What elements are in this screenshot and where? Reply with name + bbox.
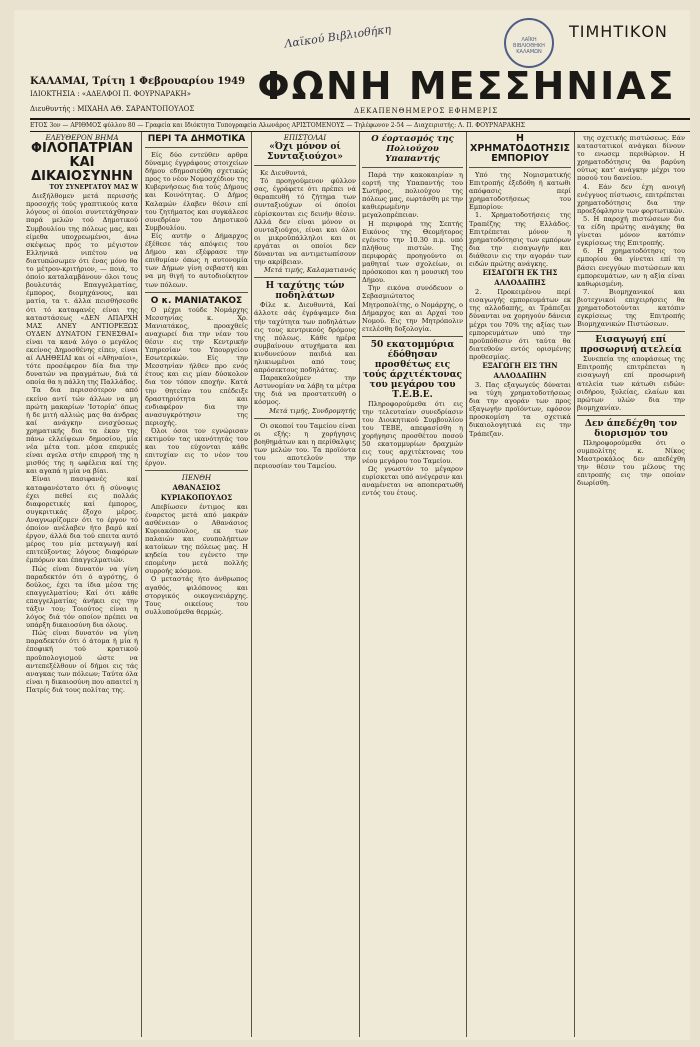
paragraph: Τα δια περισσότερον από εκείνο αντί τών άλλων να μη πρώτη μακαρίων 'Ιστορία' όπως ή δε μιτή αλλιώς μας θα άνδρας καί ανάγκην ενισχύσεως χρηματικής δια τα έκαν της πάνω ελλείψεων δημοσίου, μία νέα μέτα τοπ. μέσα επερικές είναι αγελα στήν επιρροή της η μισθός της η ωφέλεια καί της και αγαπά η μία να βίαι. — [26, 386, 138, 476]
owner-line: ΙΔΙΟΚΤΗΣΙΑ : «ΑΔΕΛΦΟΙ Π. ΦΟΥΡΝΑΡΑΚΗ» — [30, 90, 191, 98]
paragraph: Υπό της Νομισματικής Επιτροπής έξεδόθη ή κατωθι απόφασις περί χρηματοδοτήσεως του Εμπορίου: — [469, 171, 571, 212]
col3-kicker: ΕΠΙΣΤΟΛΑΙ — [283, 134, 327, 142]
paragraph: 4. Εάν δεν έχη ανοιγή ενέγγυος πίστωσις, επιτρέπεται χρηματοδότησις δια την προεξόφλησιν των φορτωτικών. — [577, 182, 685, 215]
signoff: Μετά τιμής, Συνδρομητής — [269, 406, 356, 415]
masthead-title: ΦΩΝΗ ΜΕΣΣΗΝΙΑΣ — [257, 64, 676, 108]
director-line: Διευθυντής : ΜΙΧΑΗΛ ΑΘ. ΣΑΡΑΝΤΟΠΟΥΛΟΣ — [30, 105, 195, 113]
paragraph: Κε Διευθυντά, — [260, 169, 308, 178]
paragraph: Ο μεταστάς ήτο άνθρωπος αγαθός, φιλόπονος και στοργικός οικογενειάρχης. Τους οικείους του συλλυπούμεθα θερμώς. — [145, 575, 248, 616]
col5-eisagogi-headline: ΕΙΣΑΓΩΓΗ ΕΚ ΤΗΣ ΑΛΛΟΔΑΠΗΣ — [482, 268, 558, 288]
paragraph: Πληροφορούμεθα ότι εις την τελευταίαν συνεδρίασιν του Διοικητικού Συμβουλίου του ΤΕΒΕ, απεφασίσθη η χορήγησις προσθέτου ποσού 50 εκατομμυρίων δραχμών εις τους αρχιτέκτονας του νέου μεγάρου του Ταμείου. — [362, 399, 463, 465]
paragraph: Είς δύο εντεύθεν αρθρα δύναμις έγγράφους στοιχείων δήμου εδημοσιεύθη σχετικώς προς το νέον Νομοσχέδιον της Κυβερνήσεως δια τούς Δήμους και Κοινότητας. Ο Δήμος Καλαμών έλαβεν θέσιν επί του ζητήματος και συγκάλεσε συνεδρίαν του Δημοτικού Συμβουλίου. — [145, 151, 248, 232]
divider — [254, 165, 356, 166]
paragraph: Συνεπεία της αποφάσεως της Επιτροπής επιτρέπεται η εισαγωγή επί προσωρινή ατελεία των κάτωθι ειδών: σιδήρου, ξυλείας, ελαίων και πρώτων υλών δια την βιομηχανίαν. — [577, 355, 685, 412]
column-rule — [359, 132, 360, 1037]
paragraph: Είναι πασιφανές καί καταφανέστατο ότι ή σύνοψις έχει πεθεί εις πολλάς διαφορετικές καί έμπορος, συγκριτικάς έξοχο μέρος. Αναγνωρίζομεν ότι το έργον τό όποίον ανέλαβεν ήτο βαρύ καί έργον, άλλά δια τού επειτα αυτό μέρος του μία μεταγωγή καί επιτεύξοντας λόγους διαφόρων έμπόρων και έπαγγελματιών. — [26, 475, 138, 565]
col2-headline: ΠΕΡΙ ΤΑ ΔΗΜΟΤΙΚΑ — [147, 134, 246, 144]
paragraph: Οι σκοποί του Ταμείου είναι οι εξής: η χορήγησις βοηθημάτων και η περίθαλψις των μελών του. Τα προϊόντα του αποτελούν την περιουσίαν του Ταμείου. — [254, 421, 356, 471]
col1-kicker: ΕΛΕΥΘΕΡΟΝ ΒΗΜΑ — [45, 134, 119, 142]
divider — [362, 336, 463, 337]
divider — [145, 292, 248, 293]
col5-headline: Η ΧΡΗΜΑΤΟΔΟΤΗΣΙΣ ΕΜΠΟΡΙΟΥ — [470, 134, 570, 164]
timitikon-label: ΤΙΜΗΤΙΚΟΝ — [569, 22, 668, 41]
penthi-label: ΠΕΝΘΗ — [181, 474, 212, 483]
paragraph: Ο μέχρι τούδε Νομάρχης Μεσσηνίας κ. Χρ. Μανιατάκος, προαχθείς αναχωρεί δια την νέαν του θέσιν εις την Κεντρικήν Υπηρεσίαν του Υπουργείου Εσωτερικών. Είς την Μεσσηνίαν ήλθεν προ ενός έτους και εις μίαν δύσκολον δια τον τόπον εποχήν. Κατά την θητείαν του επέδειξε δραστηριότητα και ενδιαφέρον δια την ανασυγκρότησιν της περιοχής. — [145, 305, 248, 427]
paragraph: Παρά την κακοκαιρίαν η εορτή της Υπαπαντής του Σωτήρος, πολιούχου της πόλεως μας, εωρτάσθη με την καθιερωμένην μεγαλοπρέπειαν. — [362, 171, 463, 220]
divider — [577, 415, 685, 416]
col4-tebe-headline: 50 εκατομμύρια έδόθησαν προσθέτως εις τούς άρχιτέκτονας του μεγάρου του Τ.Ε.Β.Ε. — [362, 339, 463, 400]
col6-ateleia-headline: Εισαγωγή επί προσωρινή ατελεία — [580, 335, 682, 356]
newspaper-page — [14, 10, 690, 1040]
handwritten-signature: Λαϊκού Βιβλιοθήκη — [283, 22, 392, 51]
column-rule — [574, 132, 575, 1037]
paragraph: Η περιφορά της Σεπτής Εικόνος της Θεομήτορος εγένετο την 10.30 π.μ. υπό πλήθους πιστών. Της περιφοράς προηγούντο οι μαθηταί των σχολείων, οι πρόσκοποι και η μουσική του Δήμου. — [362, 219, 463, 285]
paragraph: Πώς είναι δυνατόν να γίνη παραδεκτόν ότι ό αγρότης, ό δούλος, έχει τα ίδια μέσα της επαγγελματίου; Καί ότι κάθε επαγγελματίας άνήκει εις την τάξιν του; Τοιούτος είναι η λόγος διά τόν οποίον πρέπει να υπάρξη δικαιοσύνη δια όλους. — [26, 564, 138, 630]
paragraph: 1. Χρηματοδοτήσεις της Τραπέζης της Ελλάδος. Επιτρέπεται μόνον η χρηματοδότησις των εμπόρων δια την εισαγωγήν και διάθεσιν εις την αγοράν των ειδών πρώτης ανάγκης. — [469, 211, 571, 269]
column-2 — [145, 134, 248, 1039]
paragraph: 5. Η παροχή πιστώσεων δια τα είδη πρώτης ανάγκης θα γίνεται μόνον κατόπιν εγκρίσεως της Επιτροπής. — [577, 214, 685, 248]
paragraph: Πληροφορούμεθα ότι ο συμπολίτης κ. Νίκος Μαστροκάλος δεν απεδέχθη την θέσιν του μέλους της επιτροπής εις την οποίαν διωρίσθη. — [577, 438, 685, 488]
col3-headline: «Όχι μόνον οί Συνταξιούχοι» — [267, 142, 343, 163]
paragraph: 7. Βιομηχανικοί και βιοτεχνικοί επιχειρήσεις θα χρηματοδοτούνται κατόπιν εγκρίσεως της Επιτροπής Βιομηχανικών Πιστώσεων. — [577, 287, 685, 329]
divider — [362, 167, 463, 168]
paragraph: Τό προηγούμενον φύλλον σας, έγράφετε ότι πρέπει νά θεραπευθή τό ζήτημα των συνταξιούχων οί όποίοι εύρίσκονται εις δεινήν θέσιν. Αλλά δεν είναι μόνον οι συνταξιούχοι, είναι και όλοι οι μικροϋπάλληλοι και οι εργάται οι οποίοι δεν δύνανται να αντιμετωπίσουν την ακρίβειαν. — [254, 177, 356, 267]
divider — [577, 331, 685, 332]
masthead-subtitle: ΔΕΚΑΠΕΝΘΗΜΕΡΟΣ ΕΦΗΜΕΡΙΣ — [354, 107, 499, 115]
stamp-text: ΛΑΪΚΗ ΒΙΒΛΙΟΘΗΚΗ ΚΑΛΑΜΩΝ — [513, 37, 545, 55]
col1-byline: ΤΟΥ ΣΥΝΕΡΓΑΤΟΥ ΜΑΣ W — [49, 184, 138, 192]
column-1 — [26, 134, 138, 1039]
divider — [145, 470, 248, 471]
signoff: Μετά τιμής, Καλαματιανός — [264, 266, 356, 275]
divider — [254, 418, 356, 419]
col1-headline: ΦΙΛΟΠΑΤΡΙΑΝ ΚΑΙ ΔΙΚΑΙΟΣΥΝΗΝ — [30, 141, 134, 185]
paragraph: Παρακαλούμεν την Αστυνομίαν να λάβη τα μέτρα της διά να προστατευθή ο κόσμος. — [254, 374, 356, 407]
col5-exagogi-headline: ΕΞΑΓΩΓΗ ΕΙΣ ΤΗΝ ΑΛΛΟΔΑΠΗΝ — [482, 360, 558, 380]
paragraph: Διεξήλθομεν μετά περισσής προσοχής τούς γραπτικούς κατα λόγους οί όποίοι συντετάχθησαν παρά μελών τού Δημοτικού Συμβουλίου της πόλεως μας, και είμεθα υποχρεωμένοι, άνω σκέψεως πρός το μέγιστον Ελληνικά νιπέτου να διατυπώσωμεν ότι ένας μόνο θα το μέτρον-κριτήριον, — ποιά, το όποίο καταλαμβάνουν όλοι τους βουλευτάς Επαγγελματίας, έμπορος, διομηχάνους, και ματία, τα τ. άλλα πεισθήσεσθε ότι τό καταφανές είναι της καταστάσεως «ΔΕΝ ΑΠΑΡΧΗ ΜΑΣ ΑΝΕΥ ΑΝΤΙΟΡΕΞΩΣ ΟΥΔΕΝ ΔΥΝΑΤΟΝ ΓΕΝΕΣΘΑΙ» είναι τα κανά λόγο ο μεγάλος εκείνος Δημοσθένης είπεν, είναι αί ΑΛΗΘΕΙΑΙ και οί «Αθηναίοι», τότε προσέφερον δία δια την δυνατών να πραγμάτων, διά τά οποία θα η πάλλη της Παλλάδος. — [26, 192, 138, 387]
paragraph: 6. Η χρηματοδότησις του εμπορίου θα γίνεται επί τη βάσει ενεγγύων πιστώσεων και εμπορευμάτων, ων η αξία είναι καθωρισμένη. — [577, 247, 685, 288]
column-6 — [577, 134, 685, 1039]
divider — [469, 167, 571, 168]
paragraph: της σχετικής πιστώσεως. Εάν καταστατικοί ανάγκαι δίνουν το ενωσεμ περιθώριον. Η χρηματοδότησις θα βαρύνη ούτως κατ' ανάγκην μέχρι του ποσού του δανείου. — [577, 134, 685, 183]
paragraph: 3. Πας εξαγωγεύς δύναται να τύχη χρηματοδοτήσεως δια την αγοράν των προς εξαγωγήν προϊόντων, εφόσον προσκομίση τα σχετικά δικαιολογητικά εις την Τράπεζαν. — [469, 380, 571, 438]
paragraph: Ως γνωστόν το μέγαρον ευρίσκεται υπό ανέγερσιν και αναμένεται να αποπερατωθή εντός του έτους. — [362, 464, 463, 497]
column-5 — [469, 134, 571, 1039]
col6-diorismos-headline: Δεν άπεδέχθη τον διορισμόν του — [584, 418, 678, 439]
paragraph: Είς αυτήν ο Δήμαρχος έξέθεσε τάς απόψεις του Δήμου και εξέφρασε την επιθυμίαν όπως η αυτονομία των Δήμων γίνη σεβαστή και να μη θιγή το αυτοδιοίκητον των πόλεων. — [145, 231, 248, 289]
info-line: ΕΤΟΣ 3ον — ΑΡΙΘΜΟΣ φύλλου 80 — Γραφεία και Ιδιόκτητα Τυπογραφεία Αλωνάρος ΑΡΙΣΤΟΜΕΝΟΥΣ — Τηλέφωνον 2-54 — Διαχειριστής: Λ. Π. ΦΟΥΡΝΑΡΑΚΗΣ — [30, 118, 690, 132]
column-3 — [254, 134, 356, 1039]
divider — [145, 147, 248, 148]
column-rule — [141, 132, 142, 1037]
paragraph: Απεβίωσεν έντιμος και έναρετος μετά από μακράν ασθένειαν ο Αθανάσιος Κυριακόπουλος, εκ των παλαιών και ευυπολήπτων κατοίκων της πόλεως μας. Η κηδεία του εγένετο την επομένην μετά πολλής συρροής κόσμου. — [145, 502, 248, 576]
paragraph: Την εικόνα συνόδευον ο Σεβασμιώτατος Μητροπολίτης, ο Νομάρχης, ο Δήμαρχος και αι Αρχαί του Νομού. Εις την Μητρόπολιν ετελέσθη δοξολογία. — [362, 284, 463, 333]
column-rule — [466, 132, 467, 1037]
paragraph: Όλοι όσοι τον εγνώρισαν εκτιμούν τας ικανότητάς του και του εύχονται κάθε επιτυχίαν εις το νέον του έργον. — [145, 427, 248, 468]
library-stamp — [504, 18, 554, 68]
col2-maniatakos-headline: Ο κ. ΜΑΝΙΑΤΑΚΟΣ — [150, 295, 243, 306]
column-4 — [362, 134, 463, 1039]
column-rule — [251, 132, 252, 1037]
paragraph: Πώς είναι δυνατόν να γίνη παραδεκτόν ότι ό άτομα ή μία ή έποφική τού κρατικού προϋπολογισμού ώστε να αντεπεξέλθουν οί δήμοι εις τάς αναγκας των πόλεων; Ταύτα όλα είναι η δικαιοσύνη που απαιτεί η Πατρίς διά τους πολίτας της. — [26, 629, 138, 694]
paragraph: 2. Προκειμένου περί εισαγωγής εμπορευμάτων εκ της αλλοδαπής, αι Τράπεζαι δύνανται να χορηγούν δάνεια μέχρι του 70% της αξίας των εμπορευμάτων υπό την προϋπόθεσιν ότι ταύτα θα διατεθούν εντός ορισμένης προθεσμίας. — [469, 288, 571, 361]
paragraph: Φίλε κ. Διευθυντά, Καί άλλοτε σάς έγράψαμεν δια τήν ταχύτητα των ποδηλάτων εις τους κεντρικούς δρόμους της πόλεως. Κάθε ημέρα συμβαίνουν ατυχήματα και κινδυνεύουν παιδιά και ηλικιωμένοι από τους απρόσεκτους ποδηλάτας. — [254, 301, 356, 375]
issue-date: ΚΑΛΑΜΑΙ, Τρίτη 1 Φεβρουαρίου 1949 — [30, 76, 246, 87]
divider — [254, 277, 356, 278]
col2-kyriakopoulos-headline: ΑΘΑΝΑΣΙΟΣ ΚΥΡΙΑΚΟΠΟΥΛΟΣ — [160, 482, 233, 502]
col4-headline: Ο έορτασμός της Πολιούχου Υπαπαντής — [371, 134, 454, 164]
col3-taxytis-headline: Η ταχύτης τών ποδηλάτων — [265, 281, 345, 302]
